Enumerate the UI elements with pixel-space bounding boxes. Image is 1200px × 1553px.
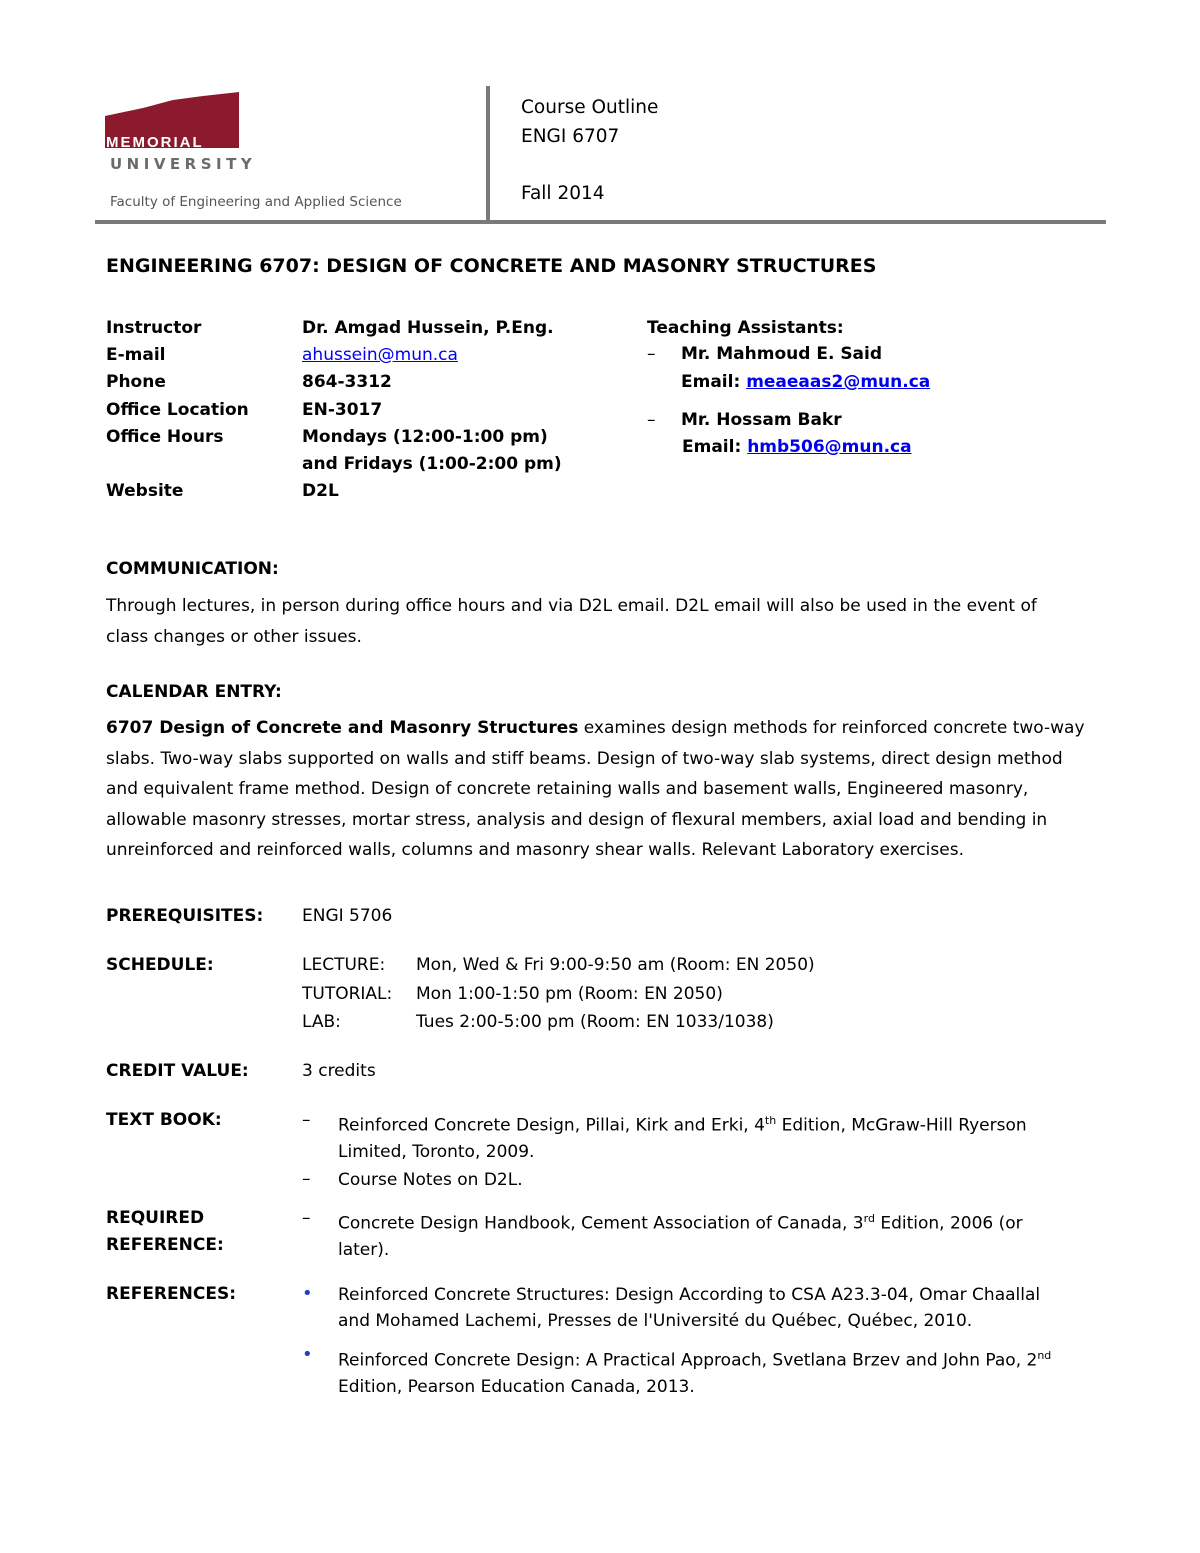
calendar-line-2: slabs. Two-way slabs supported on walls and stiff beams. Design of two-way slab systems, direct design method <box>106 748 1063 769</box>
textbook-item-1-line-2: Limited, Toronto, 2009. <box>338 1141 535 1162</box>
calendar-line-5: unreinforced and reinforced walls, columns and masonry shear walls. Relevant Laboratory exercises. <box>106 840 964 860</box>
instructor-value: Dr. Amgad Hussein, P.Eng. <box>302 318 554 338</box>
communication-line-1: Through lectures, in person during office hours and via D2L email. D2L email will also be used in the event of <box>106 596 1037 616</box>
required-ref-b: Edition, 2006 (or <box>874 1213 1023 1234</box>
page-title: ENGINEERING 6707: DESIGN OF CONCRETE AND MASONRY STRUCTURES <box>106 255 877 277</box>
instructor-email-link[interactable]: ahussein@mun.ca <box>302 345 458 365</box>
required-ref-a: Concrete Design Handbook, Cement Association of Canada, 3 <box>338 1213 864 1234</box>
doc-type: Course Outline <box>521 97 659 118</box>
required-ref-line-1 <box>338 1206 1078 1237</box>
email-label: E-mail <box>106 345 166 365</box>
phone-label: Phone <box>106 372 166 392</box>
reference-item-2 <box>338 1343 1078 1400</box>
textbook-item-1-b: Edition, McGraw-Hill Ryerson <box>776 1115 1027 1136</box>
textbook-item-1-sup: th <box>764 1114 777 1127</box>
ta2-name: Mr. Hossam Bakr <box>681 410 842 430</box>
course-code: ENGI 6707 <box>521 126 620 147</box>
textbook-item-2: Course Notes on D2L. <box>338 1170 523 1190</box>
reference-1-line-1: Reinforced Concrete Structures: Design According to CSA A23.3-04, Omar Chaallal <box>338 1285 1041 1305</box>
reference-2-a: Reinforced Concrete Design: A Practical Approach, Svetlana Brzev and John Pao, 2 <box>338 1350 1038 1371</box>
ta-heading: Teaching Assistants: <box>647 318 844 338</box>
required-ref-sup: rd <box>863 1212 875 1225</box>
textbook-dash-1: – <box>302 1110 311 1130</box>
reference-2-sup: nd <box>1037 1349 1052 1362</box>
calendar-heading: CALENDAR ENTRY: <box>106 682 282 702</box>
faculty-name: Faculty of Engineering and Applied Science <box>110 194 402 210</box>
ta2-dash: – <box>647 410 656 430</box>
university-wordmark: UNIVERSITY <box>110 155 257 173</box>
ta1-dash: – <box>647 344 656 364</box>
textbook-item-1-line-1 <box>338 1108 1078 1139</box>
tutorial-label: TUTORIAL: <box>302 984 393 1004</box>
textbook-item-1-a: Reinforced Concrete Design, Pillai, Kirk and Erki, 4 <box>338 1115 765 1136</box>
credit-value: 3 credits <box>302 1061 376 1081</box>
calendar-line-4: allowable masonry stresses, mortar stress, analysis and design of flexural members, axial load and bending in <box>106 809 1048 830</box>
website-value: D2L <box>302 481 339 501</box>
office-label: Office Location <box>106 400 249 420</box>
header-divider-horizontal <box>95 220 1106 224</box>
term: Fall 2014 <box>521 183 605 204</box>
reference-bullet-1: • <box>302 1283 313 1304</box>
hours-value-1: Mondays (12:00-1:00 pm) <box>302 427 548 447</box>
required-ref-line-2: later). <box>338 1239 390 1260</box>
university-logo <box>103 90 243 150</box>
schedule-label: SCHEDULE: <box>106 955 214 975</box>
credit-label: CREDIT VALUE: <box>106 1061 249 1081</box>
ta2-email-label: Email: <box>682 437 742 457</box>
calendar-line-1 <box>106 713 1106 744</box>
hours-label: Office Hours <box>106 427 224 447</box>
phone-value: 864-3312 <box>302 372 392 392</box>
lecture-label: LECTURE: <box>302 955 386 975</box>
instructor-label: Instructor <box>106 318 202 338</box>
communication-line-2: class changes or other issues. <box>106 626 362 647</box>
lab-label: LAB: <box>302 1012 341 1032</box>
ta2-email-row <box>682 437 912 457</box>
required-ref-label-1: REQUIRED <box>106 1208 205 1228</box>
ta1-email-link[interactable]: meaeaas2@mun.ca <box>746 372 931 392</box>
lecture-value: Mon, Wed & Fri 9:00-9:50 am (Room: EN 2050) <box>416 955 815 975</box>
lab-value: Tues 2:00-5:00 pm (Room: EN 1033/1038) <box>416 1012 774 1032</box>
calendar-line-1-rest: examines design methods for reinforced concrete two-way <box>578 718 1085 738</box>
textbook-label: TEXT BOOK: <box>106 1110 222 1130</box>
tutorial-value: Mon 1:00-1:50 pm (Room: EN 2050) <box>416 984 723 1004</box>
calendar-course-name: 6707 Design of Concrete and Masonry Structures <box>106 718 579 738</box>
prereq-label: PREREQUISITES: <box>106 906 264 926</box>
reference-2-line-1 <box>338 1343 1078 1374</box>
references-label: REFERENCES: <box>106 1284 236 1304</box>
communication-text <box>106 591 1106 652</box>
calendar-text <box>106 713 1106 866</box>
communication-heading: COMMUNICATION: <box>106 559 279 579</box>
reference-2-line-2: Edition, Pearson Education Canada, 2013. <box>338 1376 695 1397</box>
ta2-email-link[interactable]: hmb506@mun.ca <box>747 437 912 457</box>
required-ref-item <box>338 1206 1078 1263</box>
textbook-dash-2: – <box>302 1169 311 1189</box>
ta1-name: Mr. Mahmoud E. Said <box>681 344 883 364</box>
required-ref-dash: – <box>302 1208 311 1228</box>
office-value: EN-3017 <box>302 400 383 420</box>
prereq-value: ENGI 5706 <box>302 906 393 926</box>
reference-item-1 <box>338 1282 1078 1334</box>
required-ref-label-2: REFERENCE: <box>106 1235 224 1255</box>
ta1-email-label: Email: <box>681 372 741 392</box>
svg-text:MEMORIAL: MEMORIAL <box>106 134 204 150</box>
ta1-email-row <box>681 372 930 392</box>
textbook-item-1 <box>338 1108 1078 1165</box>
header-divider-vertical <box>486 86 490 222</box>
reference-1-line-2: and Mohamed Lachemi, Presses de l'Université du Québec, Québec, 2010. <box>338 1311 973 1331</box>
calendar-line-3: and equivalent frame method. Design of concrete retaining walls and basement walls, Engineered masonry, <box>106 779 1029 799</box>
reference-bullet-2: • <box>302 1344 313 1365</box>
hours-value-2: and Fridays (1:00-2:00 pm) <box>302 454 562 474</box>
website-label: Website <box>106 481 184 501</box>
